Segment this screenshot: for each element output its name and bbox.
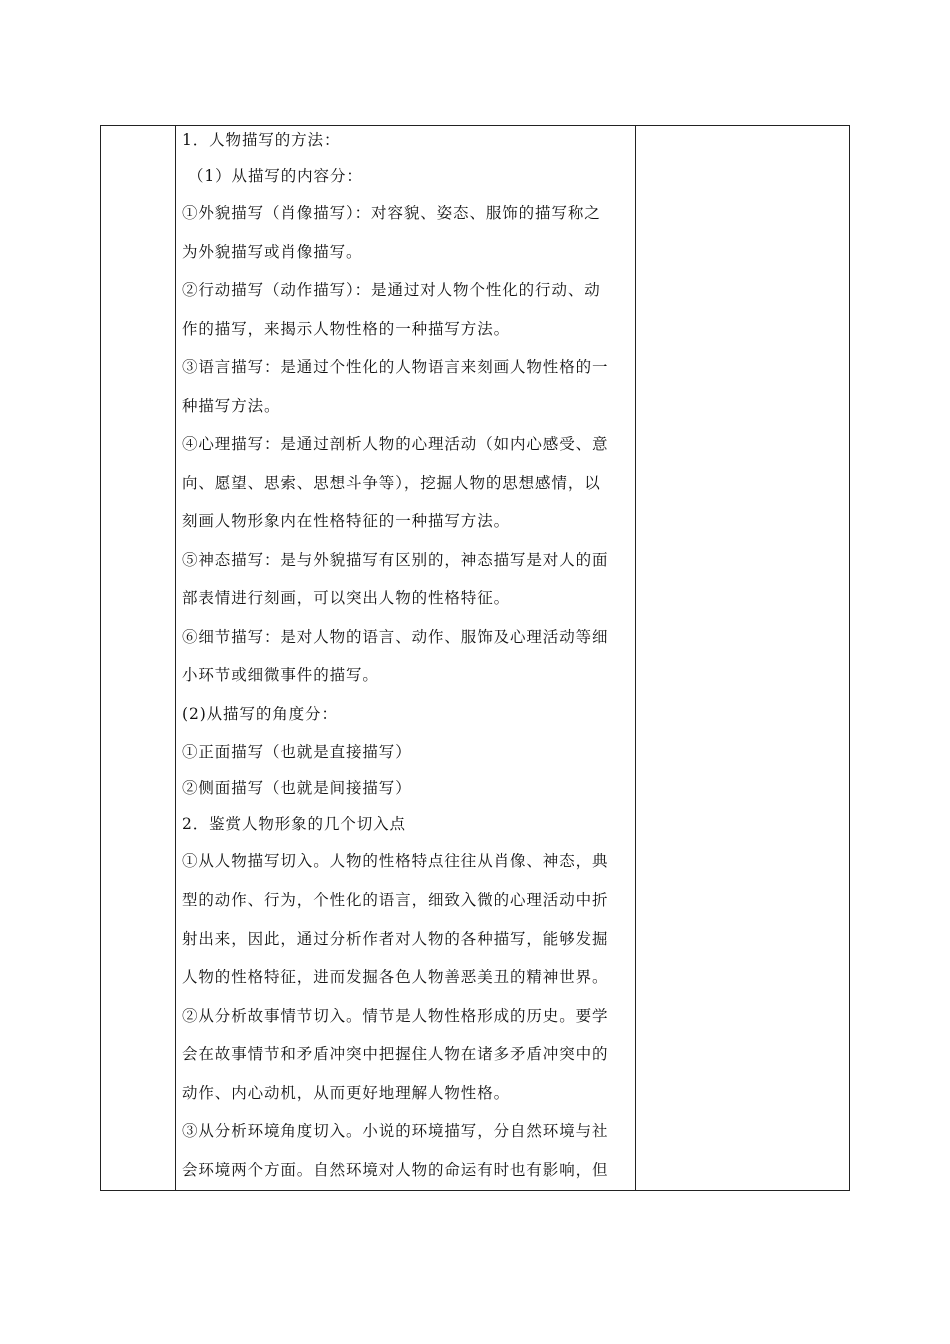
text-line: ⑥细节描写：是对人物的语言、动作、服饰及心理活动等细: [182, 628, 609, 646]
text-line: ⑤神态描写：是与外貌描写有区别的，神态描写是对人的面: [182, 551, 609, 569]
text-line: 为外貌描写或肖像描写。: [182, 243, 363, 261]
text-line: ①从人物描写切入。人物的性格特点往往从肖像、神态，典: [182, 852, 609, 870]
text-line: 动作、内心动机，从而更好地理解人物性格。: [182, 1084, 511, 1102]
text-line: 刻画人物形象内在性格特征的一种描写方法。: [182, 512, 511, 530]
text-line: 1．人物描写的方法：: [182, 131, 341, 149]
text-line: 人物的性格特征，进而发掘各色人物善恶美丑的精神世界。: [182, 968, 609, 986]
text-line: 会环境两个方面。自然环境对人物的命运有时也有影响，但: [182, 1161, 609, 1179]
document-table: [100, 125, 850, 1191]
text-line: 部表情进行刻画，可以突出人物的性格特征。: [182, 589, 511, 607]
text-line: 向、愿望、思索、思想斗争等），挖掘人物的思想感情，以: [182, 474, 601, 492]
text-line: ②侧面描写（也就是间接描写）: [182, 779, 412, 797]
text-line: 作的描写，来揭示人物性格的一种描写方法。: [182, 320, 511, 338]
table-column-divider-right: [635, 126, 636, 1190]
table-column-divider-left: [175, 126, 176, 1190]
text-line: （1）从描写的内容分：: [188, 167, 363, 185]
content-cell: [182, 126, 630, 1190]
text-line: ③语言描写：是通过个性化的人物语言来刻画人物性格的一: [182, 358, 609, 376]
text-line: ②行动描写（动作描写）：是通过对人物个性化的行动、动: [182, 281, 601, 299]
text-line: ①正面描写（也就是直接描写）: [182, 743, 412, 761]
text-line: ④心理描写：是通过剖析人物的心理活动（如内心感受、意: [182, 435, 609, 453]
text-line: ①外貌描写（肖像描写）：对容貌、姿态、服饰的描写称之: [182, 204, 601, 222]
text-line: 种描写方法。: [182, 397, 281, 415]
text-line: 会在故事情节和矛盾冲突中把握住人物在诸多矛盾冲突中的: [182, 1045, 609, 1063]
text-line: 型的动作、行为，个性化的语言，细致入微的心理活动中折: [182, 891, 609, 909]
text-line: 小环节或细微事件的描写。: [182, 666, 379, 684]
text-line: 2．鉴赏人物形象的几个切入点: [182, 815, 406, 833]
text-line: 射出来，因此，通过分析作者对人物的各种描写，能够发掘: [182, 930, 609, 948]
text-line: ③从分析环境角度切入。小说的环境描写，分自然环境与社: [182, 1122, 609, 1140]
text-line: ②从分析故事情节切入。情节是人物性格形成的历史。要学: [182, 1007, 609, 1025]
text-line: (2)从描写的角度分：: [182, 705, 338, 723]
